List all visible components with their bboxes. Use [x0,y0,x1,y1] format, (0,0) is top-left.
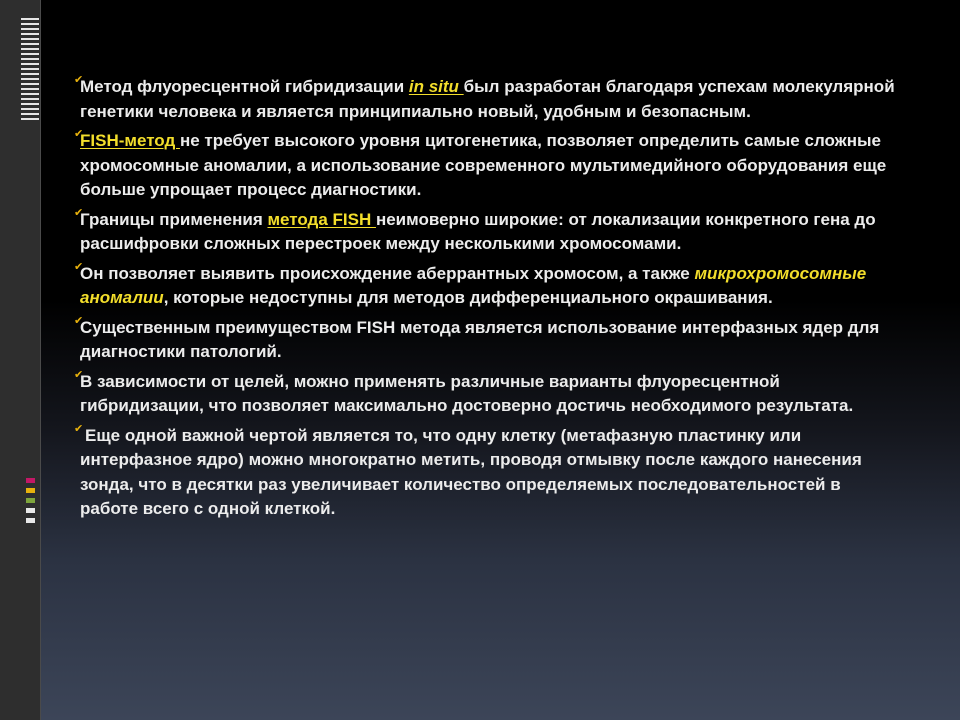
accent-squares [26,478,35,523]
bullet-text: Еще одной важной чертой является то, что одну клетку (метафазную пластинку или интерфазное ядро) можно многократно метить, проводя отмывку после каждого нанесения зонда, что в десятки раз увеличивает количество определяемых последовательностей в работе всего с одной клеткой. [80,425,862,518]
bullet-item [74,74,895,124]
bullet-text-pre: Метод флуоресцентной гибридизации [80,77,409,96]
check-mark-icon: ✔ [74,260,84,273]
highlighted-term: in situ [408,77,464,96]
bullet-text-pre: Он позволяет выявить происхождение аберрантных хромосом, а также [80,263,695,283]
accent-square-green [26,498,35,503]
accent-square-gold [26,488,35,493]
bullet-text-pre: Границы применения [80,209,268,229]
check-mark-icon: ✔ [74,368,84,381]
highlighted-term: метода FISH [267,209,376,229]
bullet-item [74,314,895,365]
bullet-text: В зависимости от целей, можно применять различные варианты флуоресцентной гибридизации, что позволяет максимально достоверно достичь необходимого результата. [80,371,854,415]
accent-square-white [26,518,35,523]
check-mark-icon: ✔ [74,74,84,86]
decorative-stripes [21,18,39,120]
bullet-text: Существенным преимуществом FISH метода является использование интерфазных ядер для диагностики патологий. [80,317,880,361]
bullet-item [74,206,895,257]
bullet-text-post: был разработан благодаря успехам молекулярной генетики человека и является принципиально новый, удобным и безопасным. [80,77,895,121]
highlighted-term: FISH-метод [80,131,180,150]
bullet-item [74,422,895,522]
check-mark-icon: ✔ [74,206,84,219]
bullet-item [74,260,895,311]
bullet-text-post: неимоверно широкие: от локализации конкретного гена до расшифровки сложных перестроек между несколькими хромосомами. [80,209,876,253]
accent-square-magenta [26,478,35,483]
bullet-text-post: не требует высокого уровня цитогенетика, позволяет определить самые сложные хромосомные аномалии, а использование современного мультимедийного оборудования еще больше упрощает процесс диагностики. [80,131,887,199]
check-mark-icon: ✔ [74,314,84,327]
bullet-item [74,368,895,419]
highlighted-term: микрохромосомные аномалии [80,263,867,307]
check-mark-icon: ✔ [74,422,84,435]
check-mark-icon: ✔ [74,128,84,140]
bullet-text-post: , которые недоступны для методов дифференциального окрашивания. [163,288,773,307]
bullet-item [74,128,895,203]
accent-square-white [26,508,35,513]
slide-content [74,74,895,527]
